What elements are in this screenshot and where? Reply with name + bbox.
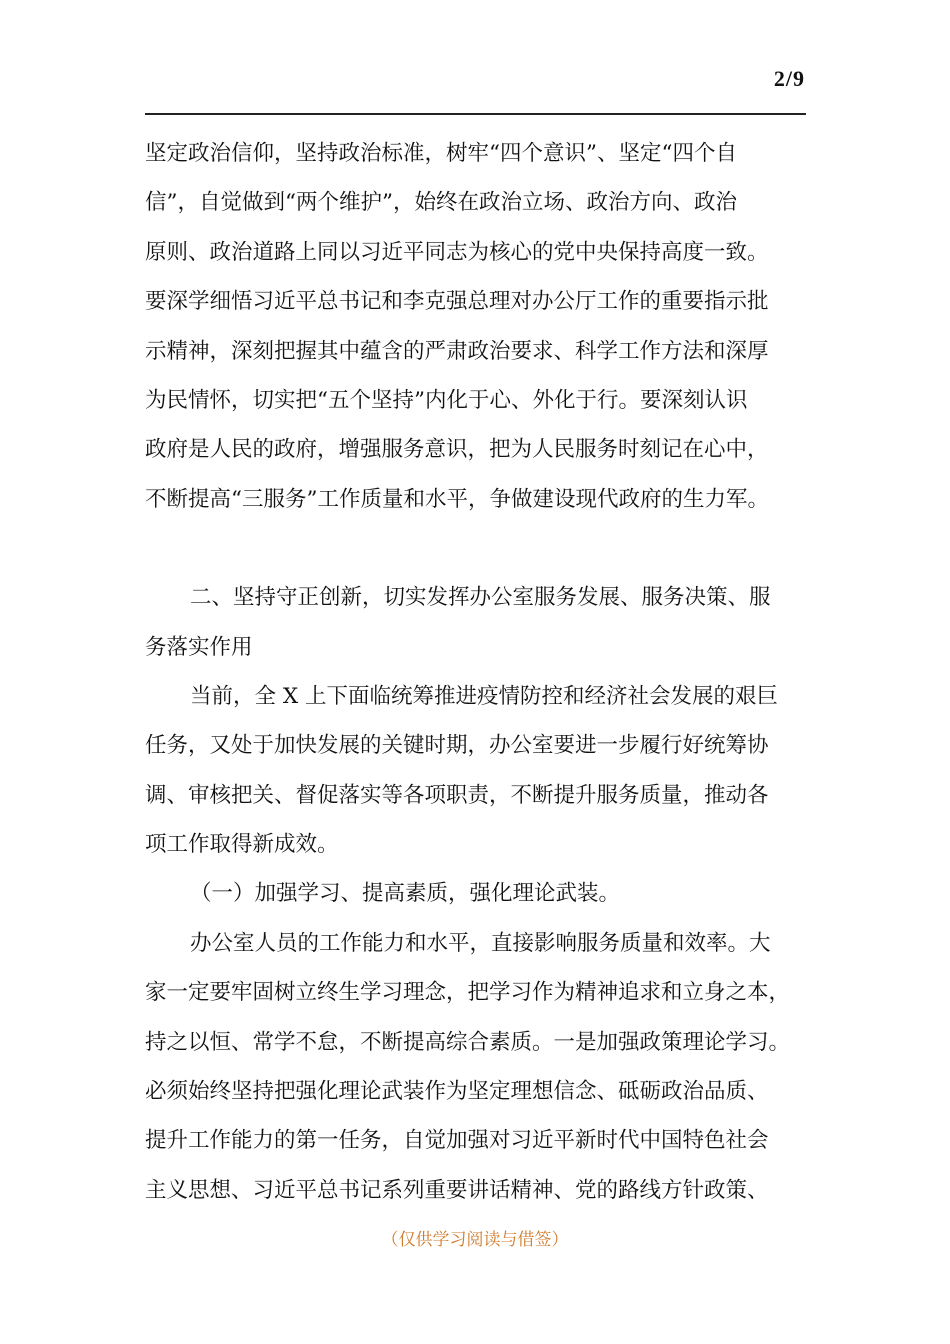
header-divider: [145, 113, 806, 115]
text-line: 坚定政治信仰，坚持政治标准，树牢“四个意识”、坚定“四个自: [145, 141, 737, 166]
text-line: 项工作取得新成效。: [145, 832, 339, 858]
text-line: 要深学细悟习近平总书记和李克强总理对办公厅工作的重要指示批: [145, 289, 769, 315]
paragraph-gap: [145, 524, 817, 573]
text-line: 必须始终坚持把强化理论武装作为坚定理想信念、砥砺政治品质、: [145, 1079, 769, 1105]
text-line: 任务，又处于加快发展的关键时期，办公室要进一步履行好统筹协: [145, 733, 769, 759]
text-line: 信”，自觉做到“两个维护”，始终在政治立场、政治方向、政治: [145, 190, 737, 216]
text-line: 提升工作能力的第一任务，自觉加强对习近平新时代中国特色社会: [145, 1128, 769, 1154]
document-body: [145, 129, 817, 1215]
subsection-heading: （一）加强学习、提高素质，强化理论武装。: [190, 881, 621, 907]
footer-note: （仅供学习阅读与借签）: [381, 1230, 569, 1250]
text-line: 办公室人员的工作能力和水平，直接影响服务质量和效率。大: [190, 930, 771, 956]
text-line: 为民情怀，切实把“五个坚持”内化于心、外化于行。要深刻认识: [145, 387, 748, 413]
text-line: 调、审核把关、督促落实等各项职责，不断提升服务质量，推动各: [145, 782, 769, 808]
text-line: 原则、政治道路上同以习近平同志为核心的党中央保持高度一致。: [145, 239, 769, 265]
section-heading-continued: 务落实作用: [145, 634, 253, 660]
text-line: 不断提高“三服务”工作质量和水平，争做建设现代政府的生力军。: [145, 486, 769, 512]
text-line: 家一定要牢固树立终生学习理念，把学习作为精神追求和立身之本，: [145, 980, 791, 1006]
page-number: 2/9: [773, 66, 805, 91]
text-line: 持之以恒、常学不怠，不断提高综合素质。一是加强政策理论学习。: [145, 1029, 791, 1055]
text-line: 示精神，深刻把握其中蕴含的严肃政治要求、科学工作方法和深厚: [145, 338, 769, 364]
section-heading: 二、坚持守正创新，切实发挥办公室服务发展、服务决策、服: [190, 585, 771, 611]
text-line: 政府是人民的政府，增强服务意识，把为人民服务时刻记在心中，: [145, 437, 769, 463]
text-line: 主义思想、习近平总书记系列重要讲话精神、党的路线方针政策、: [145, 1177, 769, 1203]
text-line: 当前，全 X 上下面临统筹推进疫情防控和经济社会发展的艰巨: [190, 683, 778, 709]
